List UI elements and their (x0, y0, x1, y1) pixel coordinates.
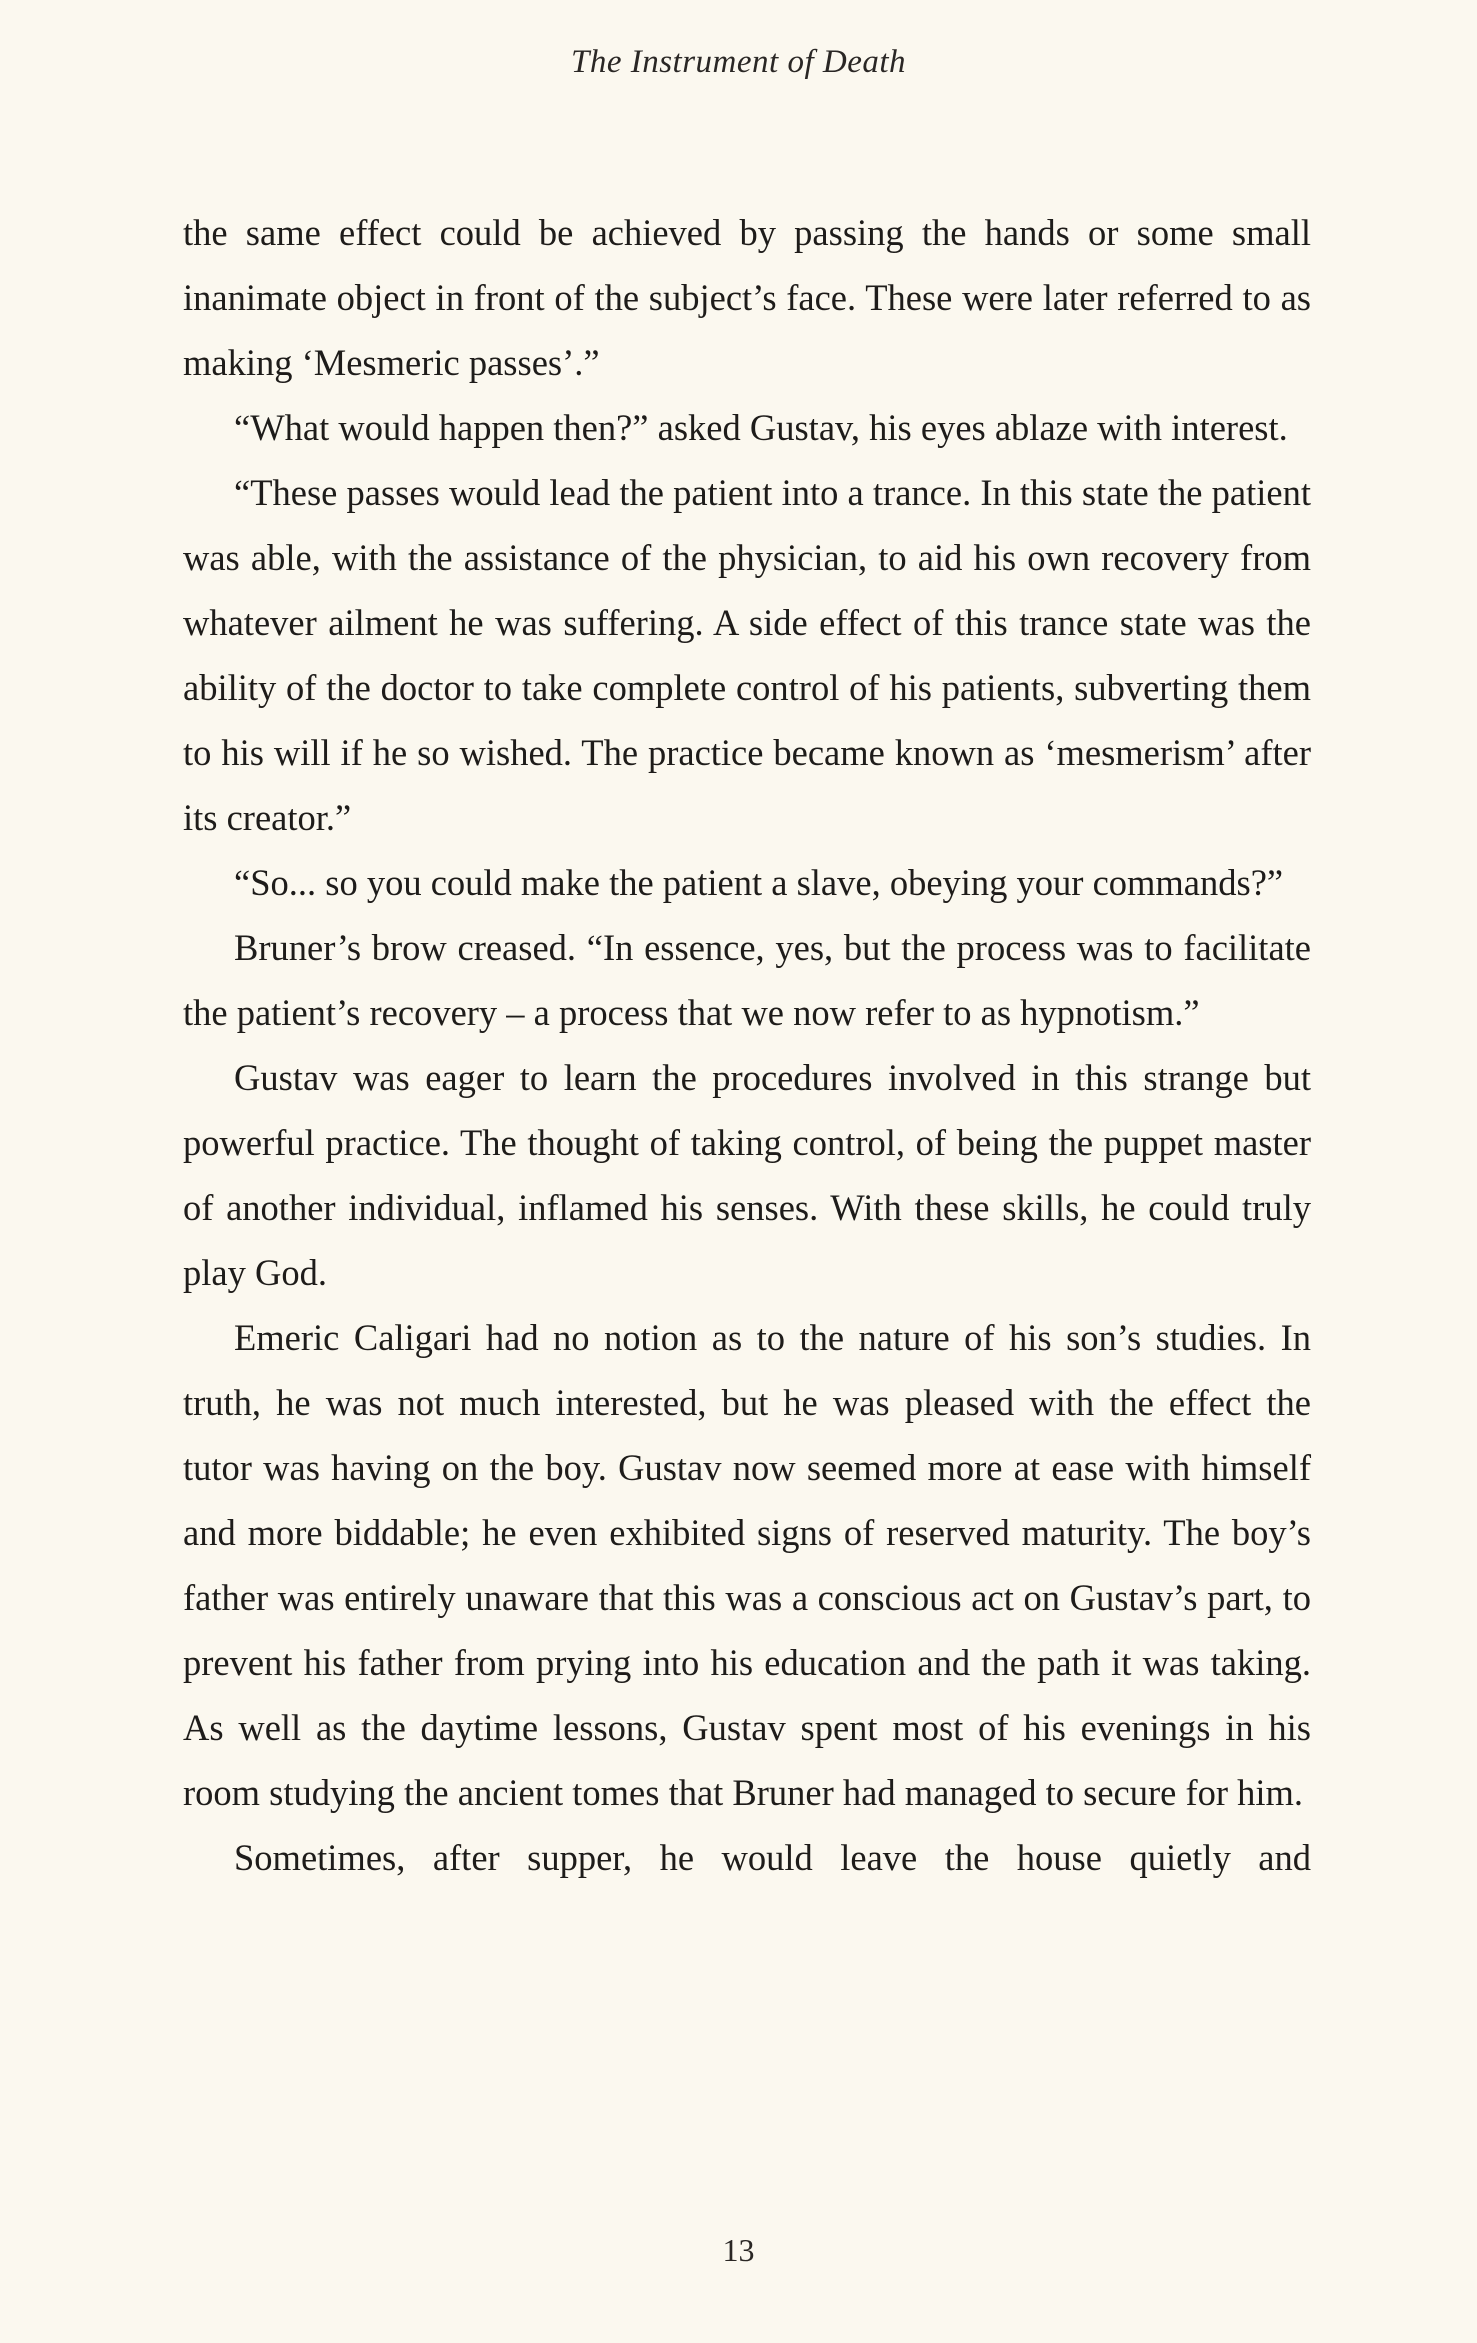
body-text (183, 200, 1311, 1890)
paragraph: “What would happen then?” asked Gustav, his eyes ablaze with interest. (234, 407, 1288, 448)
page-number: 13 (722, 2232, 755, 2268)
paragraph: Emeric Caligari had no notion as to the nature of his son’s studies. In truth, he was not much interested, but he was pleased with the effect the tutor was having on the boy. Gustav now seemed more at ease with himself and more biddable; he even exhibited signs of reserved maturity. The boy’s father was entirely unaware that this was a conscious act on Gustav’s part, to prevent his father from prying into his education and the path it was taking. As well as the daytime lessons, Gustav spent most of his evenings in his room studying the ancient tomes that Bruner had managed to secure for him. (183, 1317, 1311, 1813)
paragraph: “So... so you could make the patient a slave, obeying your commands?” (234, 862, 1284, 903)
paragraph-last: Sometimes, after supper, he would leave the house quietly and (234, 1837, 1311, 1878)
paragraph-continued: the same effect could be achieved by passing the hands or some small inanimate object in front of the subject’s face. These were later referred to as making ‘Mesmeric passes’.” (183, 212, 1311, 383)
paragraph: Gustav was eager to learn the procedures involved in this strange but powerful practice. The thought of taking control, of being the puppet master of another individual, inflamed his senses. With these skills, he could truly play God. (183, 1057, 1311, 1293)
running-head: The Instrument of Death (570, 44, 907, 80)
paragraph: Bruner’s brow creased. “In essence, yes, but the process was to facilitate the patient’s recovery – a process that we now refer to as hypnotism.” (183, 927, 1311, 1033)
paragraph: “These passes would lead the patient into a trance. In this state the patient was able, with the assistance of the physician, to aid his own recovery from whatever ailment he was suffering. A side effect of this trance state was the ability of the doctor to take complete control of his patients, subverting them to his will if he so wished. The practice became known as ‘mesmerism’ after its creator.” (183, 472, 1311, 838)
